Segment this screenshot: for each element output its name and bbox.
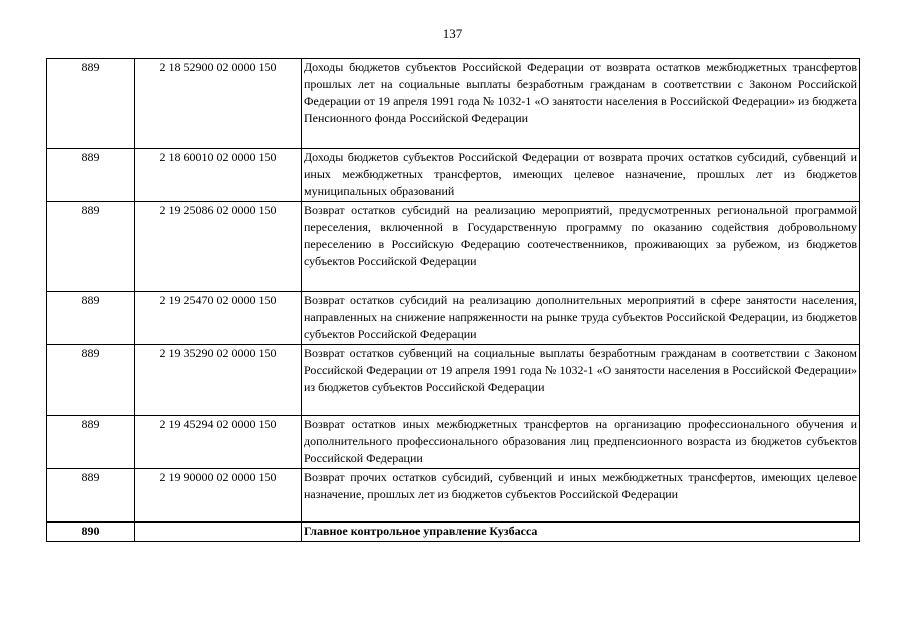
admin-code-cell: 889 <box>47 149 135 202</box>
income-name-cell: Доходы бюджетов субъектов Российской Федерации от возврата прочих остатков субсидий, субвенций и иных межбюджетных трансфертов, имеющих целевое назначение, прошлых лет из бюджетов муниципальных образований <box>302 149 860 202</box>
budget-code-cell: 2 19 25470 02 0000 150 <box>135 292 302 345</box>
budget-code-cell: 2 19 90000 02 0000 150 <box>135 469 302 523</box>
table-row <box>47 59 860 149</box>
income-name-cell: Возврат остатков субвенций на социальные выплаты безработным гражданам в соответствии с Законом Российской Федерации от 19 апреля 1991 года № 1032-1 «О занятости населения в Российской Федерации» из бюджетов субъектов Российской Федерации <box>302 345 860 416</box>
budget-classification-table <box>46 58 860 542</box>
budget-code-cell <box>135 522 302 542</box>
table-row <box>47 345 860 416</box>
admin-code-cell: 889 <box>47 292 135 345</box>
table-row <box>47 292 860 345</box>
table-row <box>47 469 860 523</box>
admin-code-cell: 889 <box>47 345 135 416</box>
admin-code-cell: 889 <box>47 416 135 469</box>
admin-code-cell: 889 <box>47 469 135 523</box>
budget-code-cell: 2 19 25086 02 0000 150 <box>135 202 302 292</box>
administrator-name-cell: Главное контрольное управление Кузбасса <box>302 522 860 542</box>
table-row <box>47 416 860 469</box>
admin-code-cell: 889 <box>47 59 135 149</box>
income-name-cell: Возврат остатков иных межбюджетных трансфертов на организацию профессионального обучения и дополнительного профессионального образования лиц предпенсионного возраста из бюджетов субъектов Российской Федерации <box>302 416 860 469</box>
page-number: 137 <box>442 26 463 41</box>
admin-code-cell: 889 <box>47 202 135 292</box>
income-name-cell: Возврат остатков субсидий на реализацию дополнительных мероприятий в сфере занятости населения, направленных на снижение напряженности на рынке труда субъектов Российской Федерации, из бюджетов субъектов Российской Федерации <box>302 292 860 345</box>
table-row <box>47 149 860 202</box>
income-name-cell: Возврат остатков субсидий на реализацию мероприятий, предусмотренных региональной программой переселения, включенной в Государственную программу по оказанию содействия добровольному переселению в Российскую Федерацию соотечественников, проживающих за рубежом, из бюджетов субъектов Российской Федерации <box>302 202 860 292</box>
budget-code-cell: 2 18 52900 02 0000 150 <box>135 59 302 149</box>
budget-code-cell: 2 19 35290 02 0000 150 <box>135 345 302 416</box>
administrator-header-row <box>47 522 860 542</box>
budget-code-cell: 2 18 60010 02 0000 150 <box>135 149 302 202</box>
admin-code-cell: 890 <box>47 522 135 542</box>
income-name-cell: Доходы бюджетов субъектов Российской Федерации от возврата остатков межбюджетных трансфертов прошлых лет на социальные выплаты безработным гражданам в соответствии с Законом Российской Федерации от 19 апреля 1991 года № 1032-1 «О занятости населения в Российской Федерации» из бюджета Пенсионного фонда Российской Федерации <box>302 59 860 149</box>
budget-code-cell: 2 19 45294 02 0000 150 <box>135 416 302 469</box>
table-row <box>47 202 860 292</box>
income-name-cell: Возврат прочих остатков субсидий, субвенций и иных межбюджетных трансфертов, имеющих целевое назначение, прошлых лет из бюджетов субъектов Российской Федерации <box>302 469 860 523</box>
